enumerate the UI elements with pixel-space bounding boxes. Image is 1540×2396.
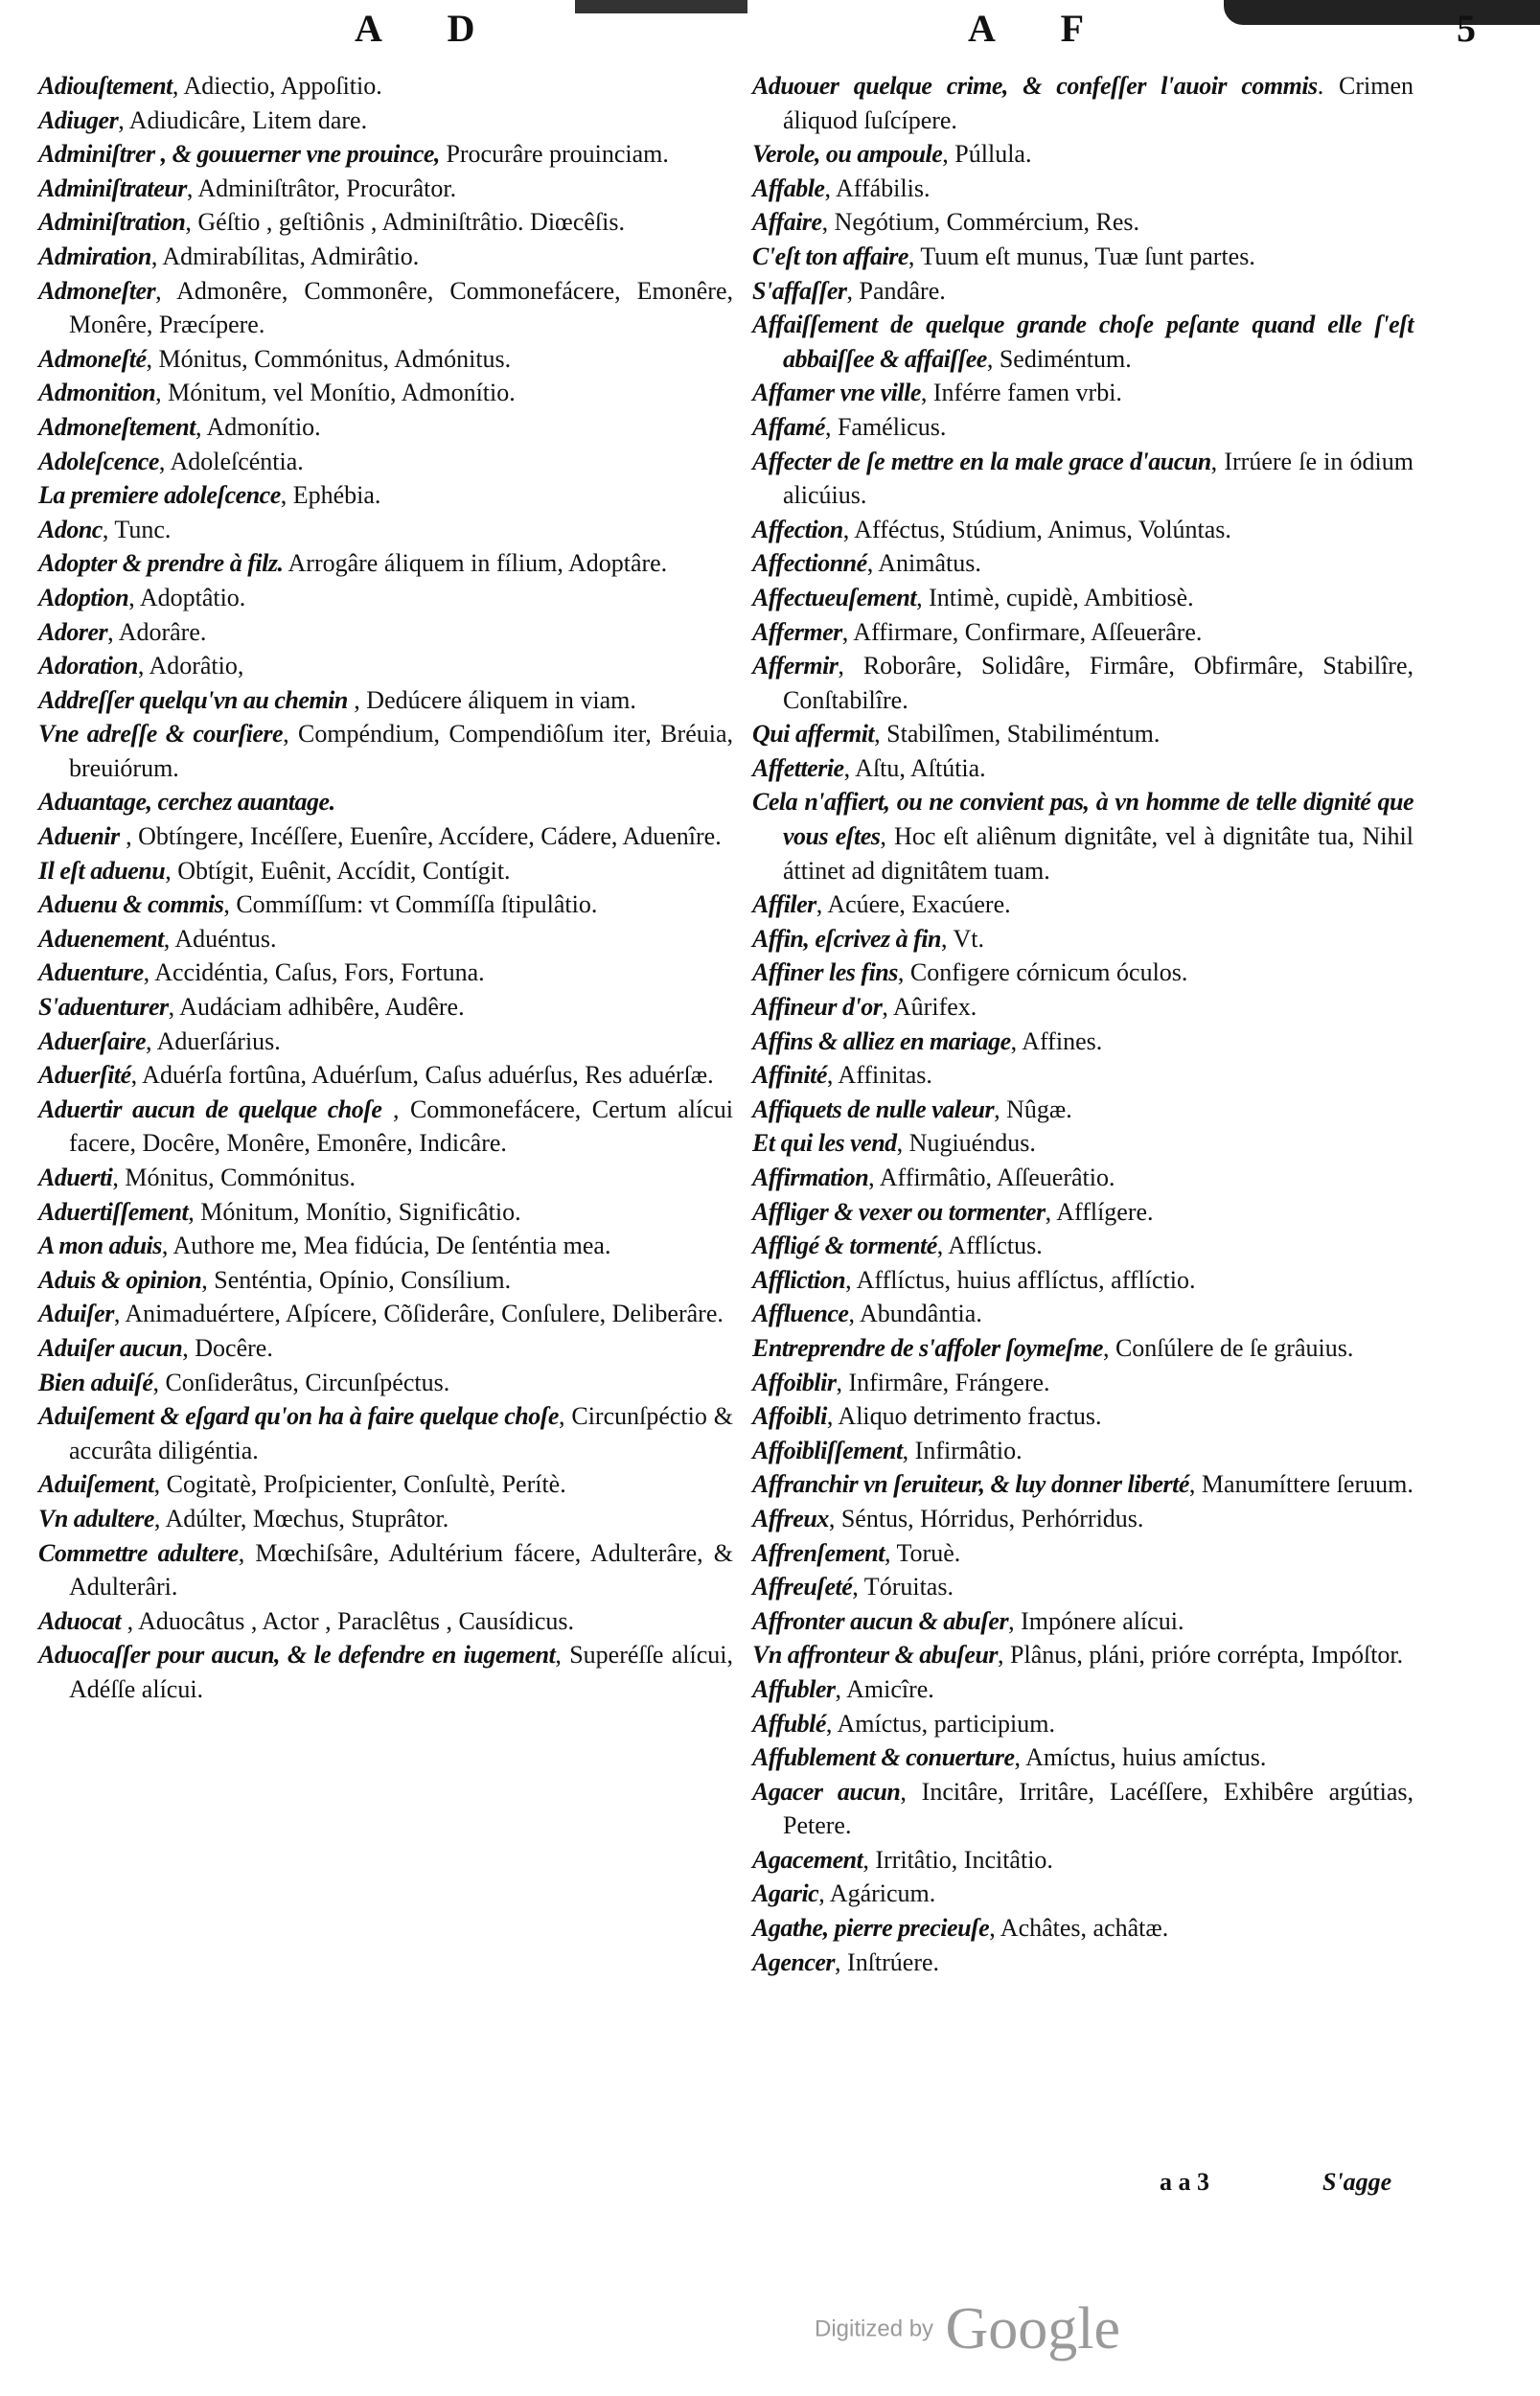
entry-headword: Affaiſſement de quelque grande choſe peſante quand elle ſ'eſt abbaiſſee & affaiſſee [752,311,1414,373]
entry-headword: Adoration [38,652,138,680]
entry-latin: , Negótium, Commércium, Res. [821,208,1140,237]
entry-latin: , Intimè, cupidè, Ambitiosè. [916,583,1194,611]
entry-headword: Affin, eſcrivez à fin [752,924,941,953]
dictionary-entry [38,445,733,479]
dictionary-entry [752,1366,1414,1400]
entry-headword: Bien aduiſé [38,1368,153,1396]
dictionary-entry [752,581,1414,615]
ink-smudge [1224,0,1540,25]
entry-latin: , Impónere alícui. [1008,1606,1184,1635]
dictionary-entry [38,785,733,819]
entry-headword: Affermir [752,652,839,680]
entry-headword: Cela n'affiert, ou ne convient pas, à vn homme de telle dignité que vous eſtes [752,788,1414,851]
entry-headword: Adminiſtration [38,208,186,237]
entry-headword: Aduerti [38,1163,113,1191]
dictionary-entry [38,69,733,104]
entry-latin: , Aduérſa fortûna, Aduérſum, Caſus aduérſus, Res aduérſæ. [130,1061,714,1090]
entry-headword: S'affaſſer [752,276,847,305]
entry-headword: Aduantage, cerchez auantage. [38,788,335,817]
entry-latin: , Conſúlere de ſe grâuius. [1102,1333,1354,1362]
entry-latin: , Afflígere. [1045,1197,1154,1226]
entry-headword: Agacer aucun [752,1777,901,1806]
entry-headword: Affrenſement [752,1538,885,1567]
dictionary-entry [752,1161,1414,1195]
dictionary-entry [38,1604,733,1639]
dictionary-entry [38,717,733,785]
dictionary-entry [752,1946,1414,1980]
entry-headword: Admiration [38,242,151,270]
entry-headword: Agencer [752,1947,836,1976]
dictionary-entry [38,478,733,513]
dictionary-entry [752,1229,1414,1263]
entry-latin: , Inſtrúere. [835,1947,940,1976]
dictionary-entry [752,1297,1414,1331]
entry-headword: Agacement [752,1845,863,1874]
entry-latin: , Abundântia. [848,1300,982,1328]
dictionary-entry [38,274,733,342]
entry-latin: , Affines. [1010,1026,1103,1055]
dictionary-entry [752,1707,1414,1741]
entry-headword: Affiquets de nulle valeur [752,1094,995,1123]
dictionary-entry [38,342,733,377]
entry-latin: , Adiectio, Appoſitio. [172,72,382,100]
dictionary-entry [752,1195,1414,1230]
entry-headword: Adopter & prendre à filz. [38,549,284,578]
entry-headword: Affectionné [752,549,867,578]
entry-latin: , Circunſpéctio & accurâta diligéntia. [69,1402,733,1464]
folio-number: 5 [1457,7,1476,50]
dictionary-entry [752,751,1414,786]
dictionary-entry [752,274,1414,309]
entry-latin: , Mónitus, Commónitus, Admónitus. [146,344,512,373]
entry-latin: , Tuum eſt munus, Tuæ ſunt partes. [908,242,1255,270]
dictionary-entry [752,887,1414,922]
entry-headword: Aduocaſſer pour aucun, & le defendre en iugement [38,1641,556,1670]
entry-headword: Affronter aucun & abuſer [752,1606,1009,1635]
entry-headword: Aduiſement & eſgard qu'on ha à faire quelque choſe [38,1402,559,1431]
entry-latin: , Commonefácere, Certum alícui facere, Docêre, Monêre, Emonêre, Indicâre. [69,1094,733,1158]
dictionary-entry [752,1843,1414,1878]
entry-latin: , Plânus, pláni, prióre corrépta, Impóſtor. [998,1641,1404,1670]
dictionary-entry [38,1366,733,1400]
entry-headword: Aduocat [38,1606,122,1635]
entry-latin: , Mónitum, Monítio, Significâtio. [188,1197,521,1226]
entry-latin: , Aliquo detrimento fractus. [826,1402,1102,1431]
dictionary-entry [752,137,1414,172]
dictionary-entry [38,956,733,990]
dictionary-entry [752,513,1414,547]
entry-latin: , Stabilîmen, Stabiliméntum. [874,720,1161,749]
entry-headword: Affoibli [752,1402,827,1431]
entry-latin: , Infirmâre, Frángere. [836,1368,1050,1396]
entry-headword: Verole, ou ampoule [752,140,943,169]
digitized-watermark [815,2295,1120,2363]
entry-latin: , Compéndium, Compendiôſum iter, Bréuia, breuiórum. [69,720,733,782]
entry-headword: Affublé [752,1709,826,1738]
entry-headword: Aduerſité [38,1061,131,1090]
entry-latin: , Aduocâtus , Actor , Paraclêtus , Causídicus. [121,1606,575,1635]
dictionary-entry [38,172,733,206]
dictionary-entry [752,240,1414,274]
google-logo: Google [945,2296,1121,2361]
dictionary-entry [752,1025,1414,1059]
entry-latin: , Aſtu, Aſtútia. [843,753,986,782]
entry-latin: , Authore me, Mea fidúcia, De ſenténtia mea. [161,1232,611,1260]
dictionary-entry [752,205,1414,240]
entry-headword: Commettre adultere [38,1538,239,1567]
entry-headword: Affligé & tormenté [752,1232,937,1260]
entry-latin: , Affirmâtio, Aſſeuerâtio. [868,1163,1115,1191]
page-top-edge [0,0,1540,38]
entry-headword: Affranchir vn ſeruiteur, & luy donner liberté [752,1470,1189,1499]
entry-headword: Adoption [38,583,129,611]
entry-latin: Procurâre prouinciam. [439,140,669,169]
entry-latin: , Affábilis. [824,173,931,202]
entry-headword: Affiner les fins [752,958,898,987]
entry-latin: , Manumíttere ſeruum. [1188,1470,1414,1499]
entry-latin: , Hoc eſt aliênum dignitâte, vel à dignitâte tua, Nihil áttinet ad dignitâtem tuam. [783,822,1414,885]
entry-latin: . Crimen áliquod ſuſcípere. [783,72,1414,134]
dictionary-entry [752,1058,1414,1093]
entry-latin: , Audáciam adhibêre, Audêre. [168,993,465,1022]
dictionary-entry [38,104,733,138]
entry-headword: Affiler [752,890,816,919]
running-head-right: A F [968,7,1114,50]
dictionary-entry [38,683,733,718]
dictionary-entry [752,1434,1414,1468]
entry-headword: C'eſt ton affaire [752,242,908,270]
entry-latin: , Aduerſárius. [146,1026,281,1055]
entry-latin: , Mónitum, vel Monítio, Admonítio. [155,379,516,407]
dictionary-entry [38,376,733,410]
dictionary-entry [38,581,733,615]
entry-headword: Affliction [752,1265,846,1294]
entry-latin: , Senténtia, Opínio, Consílium. [201,1265,512,1294]
entry-latin: Arrogâre áliquem in fílium, Adoptâre. [283,549,668,578]
dictionary-entry [752,1672,1414,1707]
entry-latin: , Vt. [941,924,985,953]
entry-headword: Admoneſter [38,276,156,305]
entry-latin: , Púllula. [942,140,1032,169]
entry-latin: , Mœchiſsâre, Adultérium fácere, Adulterâre, & Adulterâri. [69,1538,733,1601]
entry-headword: Aduertir aucun de quelque choſe [38,1094,382,1123]
entry-headword: Et qui les vend [752,1129,897,1158]
entry-headword: Aduenir [38,822,120,851]
entry-headword: S'aduenturer [38,993,169,1022]
dictionary-entry [38,137,733,172]
running-head-left: A D [355,7,504,50]
entry-headword: Adminiſtrateur [38,173,187,202]
dictionary-entry [752,1126,1414,1161]
dictionary-entry [38,922,733,956]
entry-headword: Adiuger [38,105,119,134]
entry-latin: , Amíctus, participium. [825,1709,1055,1738]
entry-latin: , Mónitus, Commónitus. [112,1163,356,1191]
entry-headword: Agathe, pierre precieuſe [752,1914,990,1943]
dictionary-entry [38,1502,733,1536]
dictionary-entry [752,1536,1414,1571]
dictionary-entry [752,1775,1414,1843]
entry-headword: La premiere adoleſcence [38,481,281,510]
entry-latin: , Dedúcere áliquem in viam. [347,685,636,714]
entry-latin: , Admonítio. [195,412,321,441]
dictionary-entry [38,990,733,1025]
entry-latin: , Adoleſcéntia. [158,447,304,475]
dictionary-entry [752,546,1414,581]
entry-latin: , Séntus, Hórridus, Perhórridus. [828,1504,1144,1532]
entry-latin: , Afflíctus. [936,1232,1043,1260]
entry-latin: , Affirmare, Confirmare, Aſſeuerâre. [841,617,1203,646]
entry-headword: Aduiſement [38,1470,154,1499]
dictionary-entry [38,1536,733,1604]
entry-latin: , Tunc. [102,515,172,543]
dictionary-entry [752,1263,1414,1298]
entry-latin: , Accidéntia, Caſus, Fors, Fortuna. [143,958,485,987]
entry-headword: Affamer vne ville [752,379,921,407]
dictionary-entry [752,1877,1414,1911]
dictionary-entry [752,922,1414,956]
entry-headword: Affamé [752,412,825,441]
dictionary-entry [38,205,733,240]
entry-latin: , Irrúere ſe in ódium alicúius. [783,447,1414,510]
entry-latin: , Animâtus. [866,549,981,578]
entry-headword: Affoibliſſement [752,1436,903,1464]
entry-latin: , Famélicus. [824,412,947,441]
dictionary-entry [752,308,1414,376]
dictionary-entry [38,1297,733,1331]
entry-latin: , Irritâtio, Incitâtio. [862,1845,1053,1874]
dictionary-entry [38,1093,733,1161]
entry-latin: , Obtíngere, Incéſſere, Euenîre, Accídere, Cádere, Aduenîre. [119,822,722,851]
entry-latin: , Nûgæ. [994,1094,1072,1123]
dictionary-entry [38,649,733,683]
entry-latin: , Amicîre. [835,1674,934,1703]
entry-headword: Adminiſtrer , & gouuerner vne prouince, [38,140,440,169]
entry-headword: Affineur d'or [752,993,883,1022]
dictionary-entry [38,240,733,274]
catchword: S'agge [1322,2168,1392,2196]
entry-headword: Entreprendre de s'affoler ſoymeſme [752,1333,1103,1362]
entry-latin: , Amíctus, huius amíctus. [1014,1743,1267,1772]
entry-latin: , Obtígit, Euênit, Accídit, Contígit. [165,856,511,885]
entry-headword: Affinité [752,1061,827,1090]
entry-latin: , Adúlter, Mœchus, Stuprâtor. [153,1504,449,1532]
entry-latin: , Affinitas. [826,1061,932,1090]
signature-mark: a a 3 [1160,2168,1209,2196]
entry-headword: Affoiblir [752,1368,837,1396]
entry-latin: , Cogitatè, Proſpicienter, Conſultè, Perítè. [153,1470,566,1499]
entry-headword: Adorer [38,617,108,646]
watermark-prefix: Digitized by [815,2315,934,2342]
entry-headword: Aduertiſſement [38,1197,189,1226]
entry-headword: Affreux [752,1504,829,1532]
entry-headword: Affins & alliez en mariage [752,1026,1011,1055]
dictionary-entry [752,445,1414,513]
entry-latin: , Docêre. [182,1333,273,1362]
entry-latin: , Achâtes, achâtæ. [989,1914,1169,1943]
entry-latin: , Aûrifex. [882,993,977,1022]
dictionary-entry [38,887,733,922]
entry-headword: Il eſt aduenu [38,856,166,885]
entry-latin: , Agáricum. [818,1879,936,1908]
entry-latin: , Toruè. [884,1538,961,1567]
dictionary-entry [38,1195,733,1230]
dictionary-entry [752,1399,1414,1434]
dictionary-entry [38,410,733,445]
entry-headword: Aduiſer aucun [38,1333,183,1362]
entry-latin: , Aduéntus. [163,924,277,953]
dictionary-entry [38,513,733,547]
dictionary-entry [38,1399,733,1467]
dictionary-entry [752,1467,1414,1502]
entry-headword: Affetterie [752,753,844,782]
entry-headword: Aduenture [38,958,144,987]
entry-latin: , Tóruitas. [852,1573,954,1601]
dictionary-entry [752,1502,1414,1536]
dictionary-entry [752,1638,1414,1672]
dictionary-entry [38,1161,733,1195]
entry-headword: Affaire [752,208,822,237]
entry-latin: , Inférre famen vrbi. [920,379,1122,407]
dictionary-entry [752,1570,1414,1604]
dictionary-entry [752,615,1414,650]
entry-latin: , Admonêre, Commonêre, Commonefácere, Emonêre, Monêre, Præcípere. [69,276,733,339]
entry-latin: , Acúere, Exacúere. [816,890,1011,919]
dictionary-entry [38,546,733,581]
entry-headword: Aduouer quelque crime, & confeſſer l'auoir commis [752,72,1318,100]
entry-headword: Aduiſer [38,1300,114,1328]
entry-headword: Aduenement [38,924,164,953]
entry-headword: Addreſſer quelqu'vn au chemin [38,685,348,714]
entry-headword: Vne adreſſe & courſiere [38,720,284,749]
entry-headword: Affubler [752,1674,836,1703]
entry-headword: Adonc [38,515,103,543]
entry-headword: Affluence [752,1300,849,1328]
dictionary-entry [752,69,1414,137]
dictionary-entry [752,785,1414,887]
entry-latin: , Admirabílitas, Admirâtio. [150,242,420,270]
dictionary-entry [752,990,1414,1025]
dictionary-entry [752,1740,1414,1775]
dictionary-entry [38,1025,733,1059]
entry-headword: Admoneſtement [38,412,195,441]
dictionary-entry [752,1604,1414,1639]
entry-latin: , Animaduértere, Aſpícere, Cõſiderâre, Conſulere, Deliberâre. [113,1300,724,1328]
dictionary-entry [38,854,733,888]
entry-latin: , Nugiuéndus. [896,1129,1036,1158]
entry-latin: , Afféctus, Stúdium, Animus, Volúntas. [842,515,1231,543]
left-column [38,69,733,1707]
entry-latin: , Incitâre, Irritâre, Lacéſſere, Exhibêre argútias, Petere. [783,1777,1414,1840]
entry-headword: Affliger & vexer ou tormenter [752,1197,1046,1226]
entry-headword: Affecter de ſe mettre en la male grace d'aucun [752,447,1211,475]
entry-latin: , Commíſſum: vt Commíſſa ſtipulâtio. [223,890,598,919]
dictionary-entry [752,956,1414,990]
entry-headword: Agaric [752,1879,819,1908]
entry-headword: Aduerſaire [38,1026,146,1055]
entry-headword: Affreuſeté [752,1573,853,1601]
entry-headword: Affection [752,515,843,543]
entry-latin: , Afflíctus, huius afflíctus, afflíctio. [845,1265,1196,1294]
dictionary-entry [752,717,1414,751]
entry-headword: Affirmation [752,1163,869,1191]
dictionary-entry [752,172,1414,206]
entry-headword: Vn affronteur & abuſeur [752,1641,999,1670]
entry-headword: Affectueuſement [752,583,917,611]
entry-headword: Aduis & opinion [38,1265,202,1294]
dictionary-entry [752,376,1414,410]
entry-headword: Adoleſcence [38,447,159,475]
dictionary-entry [752,1911,1414,1946]
entry-headword: A mon aduis [38,1232,162,1260]
entry-latin: , Géſtio , geſtiônis , Adminiſtrâtio. Diœcêſis. [185,208,625,237]
entry-headword: Vn adultere [38,1504,154,1532]
entry-latin: , Adorâre. [107,617,207,646]
entry-headword: Aduenu & commis [38,890,224,919]
dictionary-entry [38,1263,733,1298]
dictionary-entry [752,1331,1414,1366]
entry-latin: , Sediméntum. [986,344,1132,373]
entry-latin: , Adiudicâre, Litem dare. [118,105,368,134]
entry-headword: Affermer [752,617,842,646]
entry-headword: Affublement & conuerture [752,1743,1015,1772]
entry-headword: Qui affermit [752,720,875,749]
entry-latin: , Adoptâtio. [128,583,246,611]
dictionary-entry [38,1638,733,1706]
entry-latin: , Adminiſtrâtor, Procurâtor. [186,173,457,202]
dictionary-entry [38,1331,733,1366]
dictionary-entry [38,615,733,650]
dictionary-entry [38,819,733,854]
dictionary-entry [38,1229,733,1263]
right-column [752,69,1414,1979]
entry-latin: , Superéſſe alícui, Adéſſe alícui. [69,1641,733,1703]
entry-latin: , Ephébia. [280,481,381,510]
entry-headword: Admonition [38,379,156,407]
entry-latin: , Conſiderâtus, Circunſpéctus. [152,1368,450,1396]
entry-latin: , Roborâre, Solidâre, Firmâre, Obfirmâre, Stabilîre, Conſtabilîre. [783,652,1414,714]
dictionary-entry [752,649,1414,717]
entry-latin: , Infirmâtio. [902,1436,1023,1464]
ink-smudge-center [575,0,747,13]
entry-headword: Affable [752,173,825,202]
entry-latin: , Pandâre. [846,276,946,305]
entry-headword: Adiouſtement [38,72,172,100]
dictionary-entry [38,1058,733,1093]
dictionary-entry [38,1467,733,1502]
dictionary-entry [752,1093,1414,1127]
entry-headword: Admoneſté [38,344,147,373]
entry-latin: , Adorâtio, [137,652,244,680]
entry-latin: , Configere córnicum óculos. [897,958,1188,987]
dictionary-entry [752,410,1414,445]
